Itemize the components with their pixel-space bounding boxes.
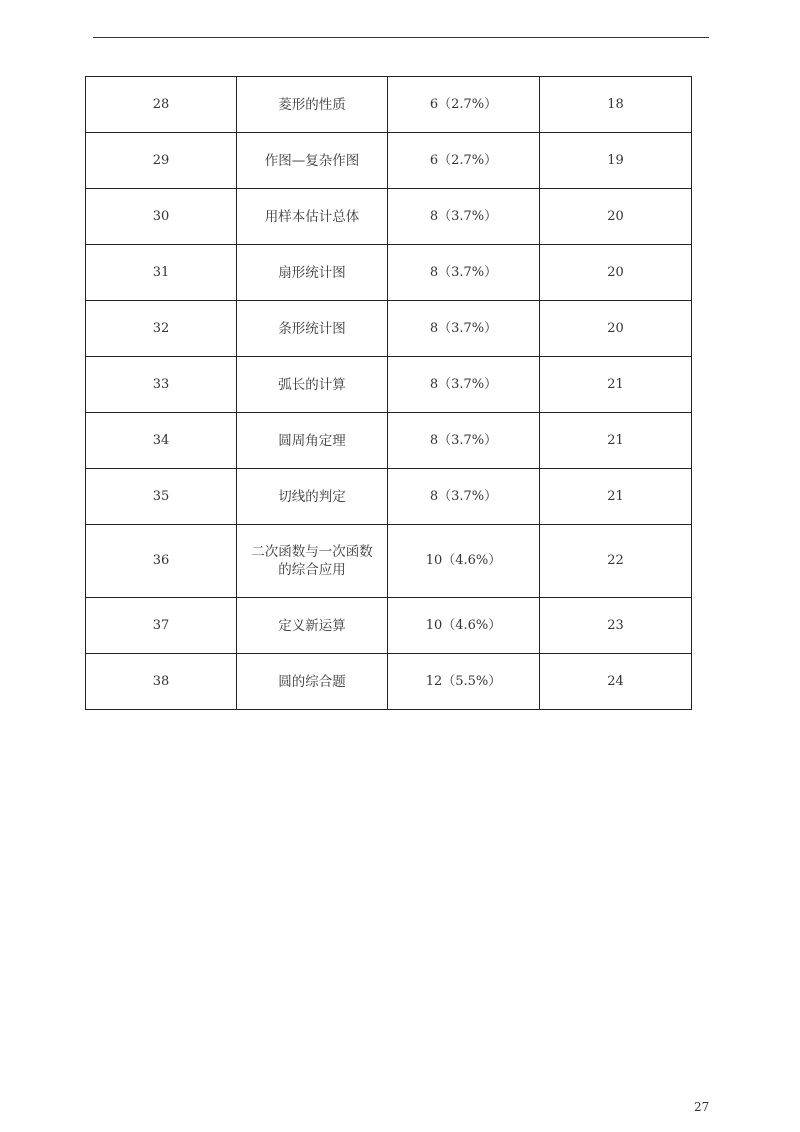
table-row (86, 301, 692, 357)
row-number: 30 (86, 189, 237, 245)
topic-name: 扇形统计图 (278, 264, 346, 281)
topic-name: 切线的判定 (278, 488, 346, 505)
score-value: 8（3.7%） (388, 357, 540, 413)
table-row (86, 469, 692, 525)
topic-name: 二次函数与一次函数的综合应用 (251, 544, 373, 578)
topic-name: 用样本估计总体 (264, 208, 360, 225)
page-ref: 21 (540, 469, 692, 525)
score-value: 8（3.7%） (388, 301, 540, 357)
page-ref: 23 (540, 598, 692, 654)
page-ref: 20 (540, 301, 692, 357)
score-value: 10（4.6%） (388, 598, 540, 654)
topic-name: 菱形的性质 (278, 96, 346, 113)
row-number: 31 (86, 245, 237, 301)
table-row (86, 77, 692, 133)
row-number: 29 (86, 133, 237, 189)
score-value: 8（3.7%） (388, 413, 540, 469)
topic-name: 圆周角定理 (278, 432, 346, 449)
page-ref: 20 (540, 245, 692, 301)
score-value: 6（2.7%） (388, 77, 540, 133)
table-row (86, 598, 692, 654)
topic-name: 条形统计图 (278, 320, 346, 337)
table-row (86, 133, 692, 189)
row-number: 32 (86, 301, 237, 357)
page-ref: 22 (540, 525, 692, 598)
row-number: 35 (86, 469, 237, 525)
table-row (86, 654, 692, 710)
score-value: 8（3.7%） (388, 245, 540, 301)
row-number: 33 (86, 357, 237, 413)
score-value: 6（2.7%） (388, 133, 540, 189)
page-ref: 24 (540, 654, 692, 710)
topic-name: 定义新运算 (278, 617, 346, 634)
table-row (86, 525, 692, 598)
table-row (86, 189, 692, 245)
table-row (86, 357, 692, 413)
score-value: 10（4.6%） (388, 525, 540, 598)
table-row (86, 245, 692, 301)
page-number: 27 (694, 1100, 710, 1114)
row-number: 34 (86, 413, 237, 469)
row-number: 36 (86, 525, 237, 598)
score-value: 8（3.7%） (388, 189, 540, 245)
page-ref: 19 (540, 133, 692, 189)
table-row (86, 413, 692, 469)
page-ref: 21 (540, 413, 692, 469)
score-value: 8（3.7%） (388, 469, 540, 525)
row-number: 28 (86, 77, 237, 133)
row-number: 37 (86, 598, 237, 654)
score-value: 12（5.5%） (388, 654, 540, 710)
page-ref: 18 (540, 77, 692, 133)
header-rule (93, 37, 709, 38)
topic-name: 圆的综合题 (278, 673, 346, 690)
knowledge-point-table (85, 76, 692, 710)
row-number: 38 (86, 654, 237, 710)
page-ref: 21 (540, 357, 692, 413)
topic-name: 作图—复杂作图 (264, 152, 360, 169)
page-ref: 20 (540, 189, 692, 245)
topic-name: 弧长的计算 (278, 376, 346, 393)
